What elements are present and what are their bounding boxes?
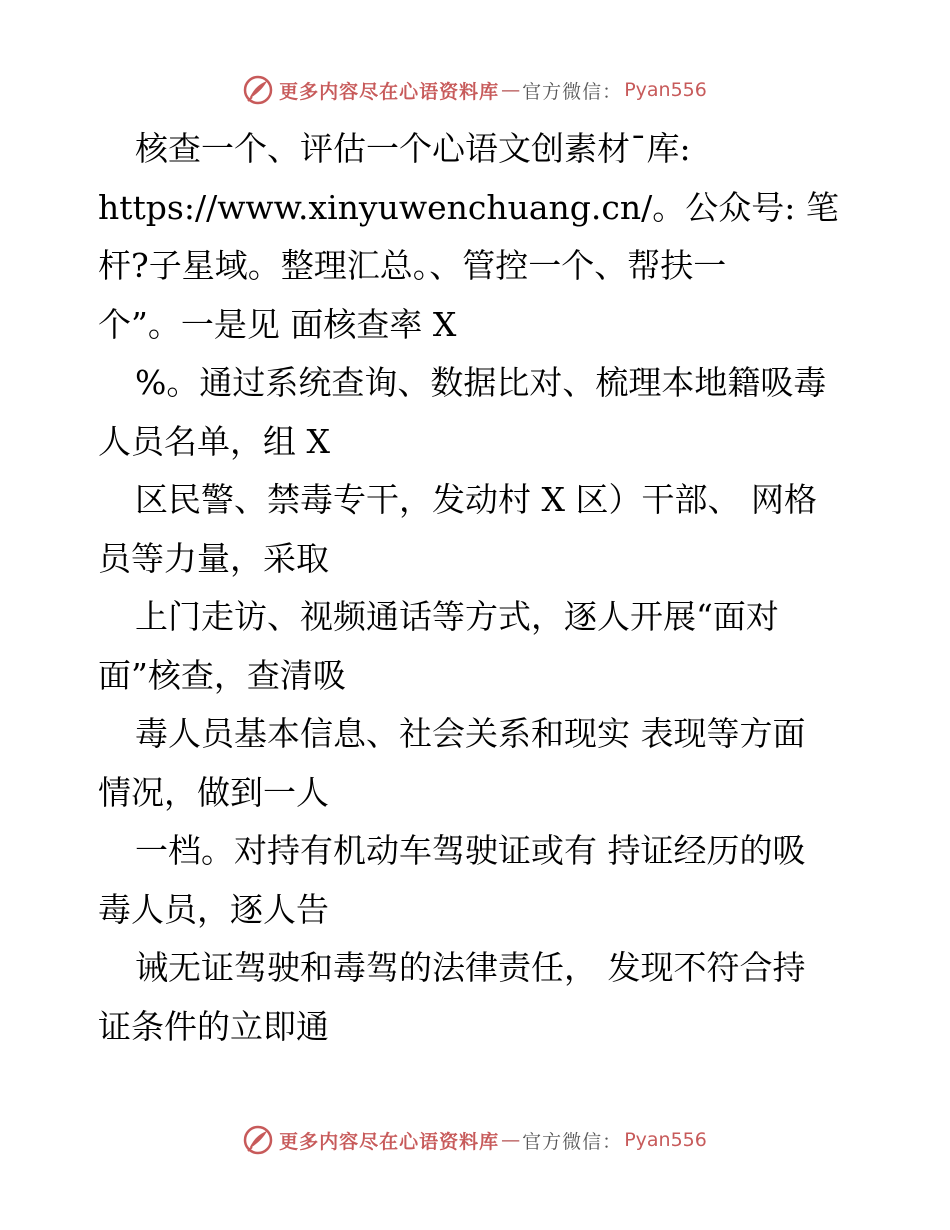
body-line-5: %。通过系统查询、数据比对、梳理本地籍吸毒 [135,363,827,402]
body-line-10: 面”核查，查清吸 [98,655,346,695]
footer-wechat-label: 官方微信： [522,1130,623,1153]
body-line-8: 员等力量，采取 [98,538,329,578]
footer-wechat-id: Pyan556 [624,1129,707,1151]
body-line-11: 毒人员基本信息、社会关系和现实 表现等方面 [135,714,806,753]
body-line-4: 个”。一是见 面核查率 X [98,304,457,344]
document-body [98,120,858,1056]
header-wechat-id: Pyan556 [624,79,707,101]
footer-separator: — [501,1129,521,1151]
quill-logo-icon [243,1125,273,1155]
body-line-7: 区民警、禁毒专干，发动村 X 区）干部、 网格 [135,480,817,519]
body-line-1: 核查一个、评估一个心语文创素材¯库: [135,129,691,168]
header-brand-text: 更多内容尽在心语资料库 [279,80,500,103]
body-line-6: 人员名单，组 X [98,421,330,461]
header-banner [0,70,950,110]
body-line-12: 情况，做到一人 [98,772,329,812]
footer-brand-text: 更多内容尽在心语资料库 [279,1130,500,1153]
body-line-2: https://www.xinyuwenchuang.cn/。公众号: 笔 [98,187,839,227]
body-line-9: 上门走访、视频通话等方式，逐人开展“面对 [135,597,779,636]
body-line-3: 杆?子星域。整理汇总。、管控一个、帮扶一 [98,246,727,285]
footer-banner [0,1120,950,1160]
header-wechat-label: 官方微信： [522,80,623,103]
body-line-16: 证条件的立即通 [98,1006,329,1046]
body-line-15: 诫无证驾驶和毒驾的法律责任， 发现不符合持 [135,948,806,987]
quill-logo-icon [243,75,273,105]
body-line-14: 毒人员，逐人告 [98,889,329,929]
body-line-13: 一档。对持有机动车驾驶证或有 持证经历的吸 [135,831,806,870]
header-separator: — [501,79,521,101]
